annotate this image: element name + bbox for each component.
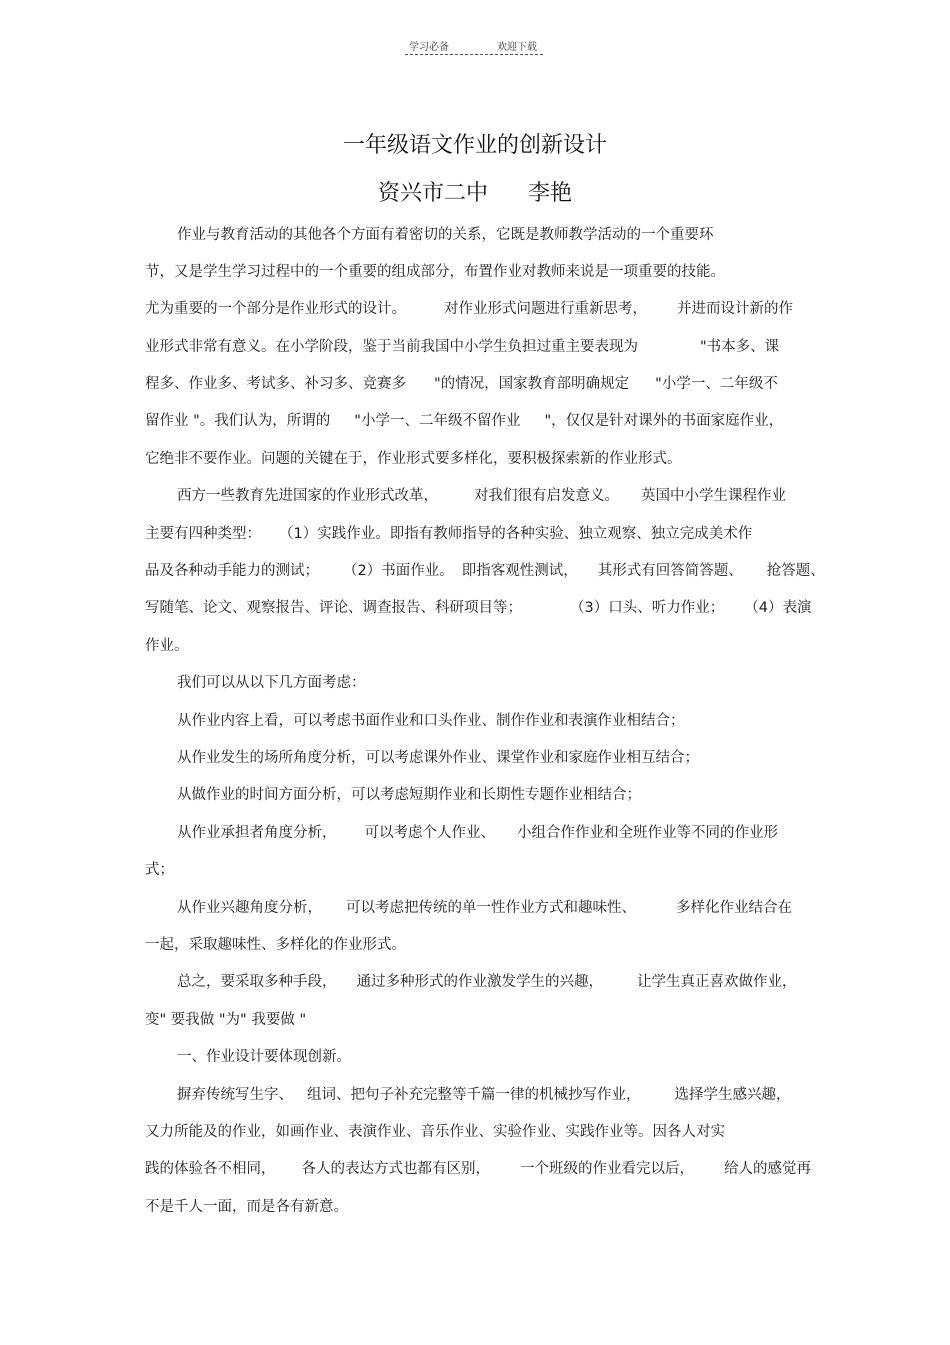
body-text-segment: 让学生真正喜欢做作业， bbox=[637, 974, 797, 990]
body-text-segment: 节，又是学生学习过程中的一个重要的组成部分，布置作业对教师来说是一项重要的技能。 bbox=[145, 264, 725, 280]
body-text-segment: 践的体验各不相同， bbox=[145, 1161, 276, 1177]
body-text-segment: 对我们很有启发意义。 bbox=[474, 488, 619, 504]
body-text-segment: 英国中小学生课程作业 bbox=[641, 488, 786, 504]
body-text-segment: （2）书面作业。 bbox=[343, 563, 454, 579]
body-line bbox=[145, 374, 810, 394]
body-line bbox=[177, 898, 810, 918]
body-text-segment: 不是千人一面，而是各有新意。 bbox=[145, 1199, 348, 1215]
body-text-segment: （3）口头、听力作业； bbox=[570, 600, 725, 616]
body-text-segment: 变" 要我做 "为" 我要做 " bbox=[145, 1012, 307, 1028]
body-text-segment: 多样化作业结合在 bbox=[676, 900, 792, 916]
body-text-segment: 选择学生感兴趣， bbox=[674, 1087, 791, 1103]
body-text-segment: 从作业兴趣角度分析， bbox=[177, 900, 322, 916]
body-line bbox=[145, 449, 810, 469]
body-line bbox=[145, 1122, 810, 1142]
body-line bbox=[177, 711, 810, 731]
body-text-segment: 尤为重要的一个部分是作业形式的设计。 bbox=[145, 301, 406, 317]
header-left-text: 学习必备 bbox=[409, 42, 449, 53]
body-text-segment: "小学一、二年级不留作业 bbox=[354, 413, 521, 429]
body-text-segment: 对作业形式问题进行重新思考， bbox=[444, 301, 647, 317]
header-divider bbox=[405, 54, 543, 55]
body-line bbox=[145, 561, 825, 581]
body-text-segment: "书本多、课 bbox=[700, 339, 780, 355]
body-text-segment: 作业与教育活动的其他各个方面有着密切的关系，它既是教师教学活动的一个重要环 bbox=[177, 227, 714, 243]
body-line bbox=[145, 337, 810, 357]
body-text-segment: 一起，采取趣味性、多样化的作业形式。 bbox=[145, 937, 406, 953]
body-line bbox=[145, 860, 810, 880]
body-line bbox=[145, 1197, 810, 1217]
body-text-segment: 品及各种动手能力的测试； bbox=[145, 563, 319, 579]
body-text-segment: 小组合作作业和全班作业等不同的作业形 bbox=[517, 825, 778, 841]
body-text-segment: "，仅仅是针对课外的书面家庭作业， bbox=[544, 413, 784, 429]
body-text-segment: 可以考虑把传统的单一性作业方式和趣味性、 bbox=[346, 900, 636, 916]
header-right-text: 欢迎下载 bbox=[497, 42, 537, 53]
body-text-segment: 作业。 bbox=[145, 638, 189, 654]
body-line bbox=[177, 1047, 810, 1067]
body-text-segment: 它绝非不要作业。问题的关键在于，作业形式要多样化，要积极探索新的作业形式。 bbox=[145, 451, 682, 467]
body-text-segment: 从作业承担者角度分析， bbox=[177, 825, 337, 841]
body-line bbox=[145, 1159, 810, 1179]
body-line bbox=[177, 972, 810, 992]
body-line bbox=[177, 673, 810, 693]
author-school: 资兴市二中 bbox=[377, 181, 488, 206]
body-text-segment: 式； bbox=[145, 862, 174, 878]
body-text-segment: 又力所能及的作业，如画作业、表演作业、音乐作业、实验作业、实践作业等。因各人对实 bbox=[145, 1124, 725, 1140]
author-line bbox=[0, 176, 950, 207]
body-line bbox=[145, 636, 810, 656]
document-title: 一年级语文作业的创新设计 bbox=[342, 133, 607, 158]
body-text-segment: 主要有四种类型： bbox=[145, 526, 261, 542]
body-text-segment: 其形式有回答简答题、 bbox=[597, 563, 743, 579]
body-line bbox=[177, 748, 810, 768]
body-line bbox=[177, 1085, 810, 1105]
body-text-segment: 一、作业设计要体现创新。 bbox=[177, 1049, 351, 1065]
body-text-segment: 从作业内容上看，可以考虑书面作业和口头作业、制作作业和表演作业相结合； bbox=[177, 713, 685, 729]
body-text-segment: 组词、把句子补充完整等千篇一律的机械抄写作业， bbox=[307, 1087, 641, 1103]
body-text-segment: 抢答题、 bbox=[766, 563, 825, 579]
body-line bbox=[145, 598, 810, 618]
body-line bbox=[145, 524, 810, 544]
body-text-segment: 留作业 "。我们认为，所谓的 bbox=[145, 413, 331, 429]
body-line bbox=[145, 411, 810, 431]
body-text-segment: 写随笔、论文、观察报告、评论、调查报告、科研项目等； bbox=[145, 600, 522, 616]
body-text-segment: 总之，要采取多种手段， bbox=[177, 974, 337, 990]
body-text-segment: 各人的表达方式也都有区别， bbox=[301, 1161, 490, 1177]
body-text-segment: 程多、作业多、考试多、补习多、竞赛多 bbox=[145, 376, 406, 392]
author-name: 李艳 bbox=[528, 181, 573, 206]
body-text-segment: 并进而设计新的作 bbox=[677, 301, 793, 317]
body-line bbox=[177, 785, 810, 805]
page-header bbox=[405, 38, 545, 58]
body-text-segment: "的情况，国家教育部明确规定 bbox=[434, 376, 630, 392]
body-text-segment: 摒弃传统写生字、 bbox=[177, 1087, 293, 1103]
body-line bbox=[145, 299, 810, 319]
body-text-segment: 西方一些教育先进国家的作业形式改革， bbox=[177, 488, 438, 504]
body-line bbox=[177, 486, 810, 506]
body-line bbox=[145, 1010, 810, 1030]
body-text-segment: （1）实践作业。即指有教师指导的各种实验、独立观察、独立完成美术作 bbox=[279, 526, 753, 542]
body-text-segment: "小学一、二年级不 bbox=[655, 376, 778, 392]
body-line bbox=[177, 823, 810, 843]
body-text-segment: 给人的感觉再 bbox=[724, 1161, 811, 1177]
body-text-segment: （4）表演 bbox=[744, 600, 812, 616]
body-text-segment: 通过多种形式的作业激发学生的兴趣， bbox=[356, 974, 603, 990]
body-text-segment: 从作业发生的场所角度分析，可以考虑课外作业、课堂作业和家庭作业相互结合； bbox=[177, 750, 699, 766]
body-text-segment: 业形式非常有意义。在小学阶段，鉴于当前我国中小学生负担过重主要表现为 bbox=[145, 339, 638, 355]
body-line bbox=[145, 935, 810, 955]
body-line bbox=[145, 262, 810, 282]
body-text-segment: 即指客观性测试， bbox=[461, 563, 578, 579]
body-line bbox=[177, 225, 810, 245]
body-text-segment: 一个班级的作业看完以后， bbox=[520, 1161, 694, 1177]
body-text-segment: 我们可以从以下几方面考虑： bbox=[177, 675, 366, 691]
body-text-segment: 可以考虑个人作业、 bbox=[364, 825, 495, 841]
body-text-segment: 从做作业的时间方面分析，可以考虑短期作业和长期性专题作业相结合； bbox=[177, 787, 641, 803]
